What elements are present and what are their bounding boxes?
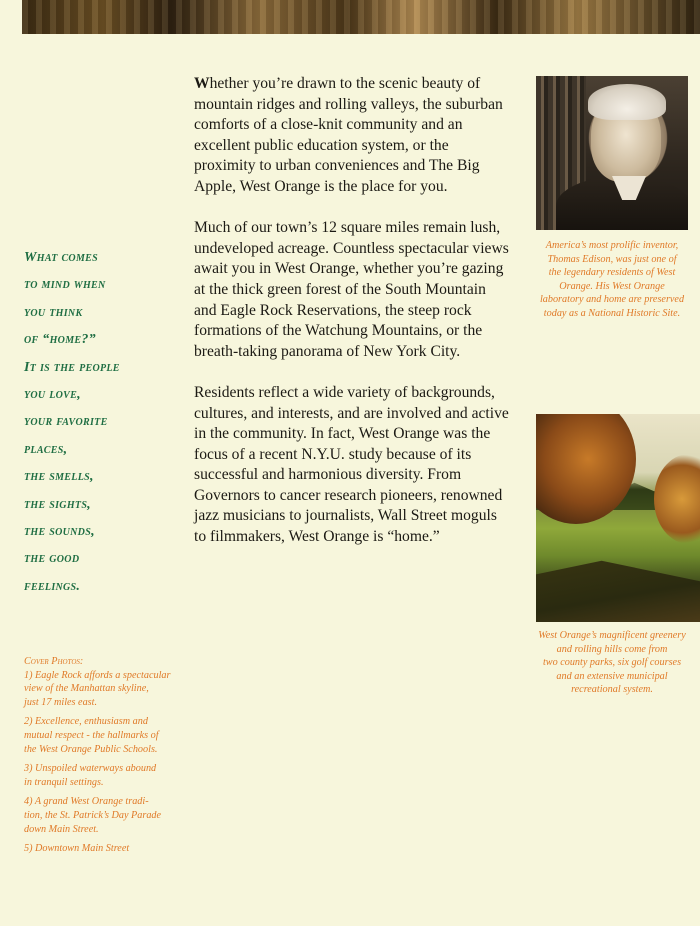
greenery-landscape-photo bbox=[536, 414, 700, 622]
top-banner-photo bbox=[22, 0, 700, 34]
pull-quote bbox=[24, 244, 184, 600]
caption-line: laboratory and home are preserved bbox=[539, 294, 685, 306]
cover-photo-item: 4) A grand West Orange tradi- tion, the St. Patrick’s Day Parade down Main Street. bbox=[24, 796, 162, 835]
pull-quote-line: What comes bbox=[24, 250, 98, 265]
body-paragraph-3: Residents reflect a wide variety of backgrounds, cultures, and interests, and are involved and active in the community. In fact, West Orange was the focus of a recent N.Y.U. study because of its successful and harmonious diversity. From Governors to cancer research pioneers, renowned jazz musicians to journalists, Wall Street moguls to filmmakers, West Orange is “home.” bbox=[194, 383, 509, 546]
caption-line: the legendary residents of West bbox=[548, 267, 676, 279]
greenery-caption bbox=[534, 629, 690, 697]
cover-photos-credits bbox=[24, 655, 184, 862]
cover-photo-item: 3) Unspoiled waterways abound in tranquil settings. bbox=[24, 763, 157, 788]
pull-quote-line: the sounds, bbox=[24, 524, 95, 540]
pull-quote-line: the sights, bbox=[24, 496, 91, 512]
caption-line: two county parks, six golf courses bbox=[542, 657, 682, 669]
pull-quote-line: you love, bbox=[24, 387, 81, 403]
pull-quote-line: feelings. bbox=[24, 578, 81, 594]
edison-portrait-photo bbox=[536, 76, 688, 230]
body-paragraph-1 bbox=[194, 74, 512, 198]
pull-quote-line: It is the people bbox=[24, 359, 120, 375]
pull-quote-line: your favorite bbox=[24, 414, 108, 430]
cover-photos-title: Cover Photos: bbox=[24, 656, 84, 667]
pull-quote-line: to mind when bbox=[24, 277, 106, 293]
edison-caption bbox=[534, 239, 690, 321]
pull-quote-line: you think bbox=[24, 304, 83, 320]
body-paragraph-1-text: hether you’re drawn to the scenic beauty of mountain ridges and rolling valleys, the suburban comforts of a close-knit community and an excellent public education system, or the proximity to urban conveniences and The Big Apple, West Orange is the place for you. bbox=[194, 75, 503, 195]
caption-line: Orange. His West Orange bbox=[559, 280, 665, 292]
pull-quote-line: the smells, bbox=[24, 469, 94, 485]
caption-line: recreational system. bbox=[571, 684, 653, 696]
cover-photo-item: 5) Downtown Main Street bbox=[24, 843, 130, 855]
caption-line: today as a National Historic Site. bbox=[543, 307, 681, 319]
caption-line: America’s most prolific inventor, bbox=[545, 240, 679, 251]
body-paragraph-2: Much of our town’s 12 square miles remain lush, undeveloped acreage. Countless spectacular views await you in West Orange, whether you’re gazing at the thick green forest of the South Mountain and Eagle Rock Reservations, the steep rock formations of the Watchung Mountains, or the breath-taking panorama of New York City. bbox=[194, 219, 509, 360]
pull-quote-line: places, bbox=[24, 441, 68, 457]
caption-line: and an extensive municipal bbox=[556, 670, 668, 682]
pull-quote-line: the good bbox=[24, 551, 80, 567]
drop-cap: W bbox=[194, 75, 210, 92]
pull-quote-line: of “home?” bbox=[24, 332, 96, 348]
cover-photo-item: 2) Excellence, enthusiasm and mutual respect - the hallmarks of the West Orange Public Schools. bbox=[24, 716, 159, 755]
body-copy bbox=[194, 74, 512, 568]
caption-line: and rolling hills come from bbox=[556, 643, 668, 655]
cover-photo-item: 1) Eagle Rock affords a spectacular view of the Manhattan skyline, just 17 miles east. bbox=[24, 669, 171, 708]
caption-line: West Orange’s magnificent greenery bbox=[538, 630, 686, 641]
caption-line: Thomas Edison, was just one of bbox=[547, 253, 677, 265]
